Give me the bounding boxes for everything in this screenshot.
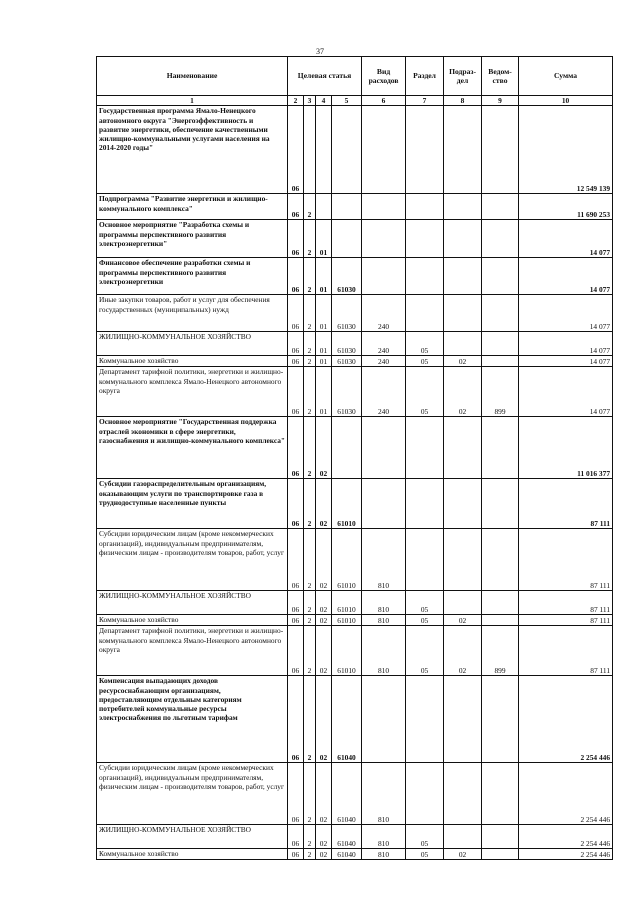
table-row [97,849,613,860]
row-name: ЖИЛИЩНО-КОММУНАЛЬНОЕ ХОЗЯЙСТВО [97,825,288,849]
row-section: 05 [406,332,444,356]
header-name: Наименование [97,57,288,96]
row-program-code: 06 [288,615,304,626]
row-expense-type: 240 [362,295,406,332]
column-number: 10 [519,96,613,106]
row-department [482,356,519,367]
header-subsection: Подраз-дел [444,57,482,96]
table-row [97,194,613,220]
row-subsection [444,220,482,258]
row-subsection [444,825,482,849]
table-row [97,825,613,849]
row-expense-type: 810 [362,591,406,615]
row-activity-code: 02 [316,849,332,860]
row-name: Коммунальное хозяйство [97,849,288,860]
row-subprogram-code: 2 [304,763,316,825]
row-name: Субсидии юридическим лицам (кроме некоммерческих организаций), индивидуальным предпринимателям, физическим лицам - производителям товаров, работ, услуг [97,529,288,591]
row-activity-code: 01 [316,295,332,332]
table-row [97,591,613,615]
row-activity-code: 02 [316,479,332,529]
row-subprogram-code: 2 [304,849,316,860]
row-program-code: 06 [288,763,304,825]
column-number: 4 [316,96,332,106]
row-subprogram-code: 2 [304,615,316,626]
row-direction-code [332,194,362,220]
row-activity-code: 01 [316,367,332,417]
row-subsection: 02 [444,367,482,417]
page-number: 37 [316,47,324,56]
row-subprogram-code: 2 [304,529,316,591]
row-direction-code: 61010 [332,591,362,615]
row-expense-type: 810 [362,763,406,825]
header-expense-type: Вид расходов [362,57,406,96]
row-amount: 2 254 446 [519,763,613,825]
row-amount: 87 111 [519,591,613,615]
row-department: 899 [482,626,519,676]
row-activity-code [316,106,332,194]
row-program-code: 06 [288,849,304,860]
row-department [482,591,519,615]
row-subprogram-code: 2 [304,356,316,367]
row-direction-code [332,417,362,479]
table-row [97,220,613,258]
row-activity-code: 01 [316,258,332,295]
table-row [97,676,613,763]
row-name: Иные закупки товаров, работ и услуг для обеспечения государственных (муниципальных) нужд [97,295,288,332]
row-program-code: 06 [288,220,304,258]
row-program-code: 06 [288,479,304,529]
row-activity-code: 02 [316,615,332,626]
row-subsection [444,332,482,356]
row-subsection [444,676,482,763]
row-activity-code: 02 [316,417,332,479]
row-expense-type [362,220,406,258]
row-amount: 14 077 [519,332,613,356]
row-department [482,479,519,529]
row-activity-code: 02 [316,676,332,763]
row-section: 05 [406,615,444,626]
row-expense-type: 810 [362,529,406,591]
row-name: Субсидии юридическим лицам (кроме некоммерческих организаций), индивидуальным предпринимателям, физическим лицам - производителям товаров, работ, услуг [97,763,288,825]
column-number: 2 [288,96,304,106]
row-amount: 14 077 [519,295,613,332]
row-subprogram-code: 2 [304,825,316,849]
row-subsection [444,591,482,615]
table-row [97,258,613,295]
row-section: 05 [406,626,444,676]
row-direction-code: 61040 [332,849,362,860]
row-program-code: 06 [288,529,304,591]
row-name: Финансовое обеспечение разработки схемы и программы перспективного развития электроэнергетики [97,258,288,295]
row-expense-type: 810 [362,615,406,626]
row-subsection [444,295,482,332]
row-expense-type [362,194,406,220]
row-department [482,417,519,479]
row-expense-type [362,106,406,194]
row-expense-type: 240 [362,356,406,367]
row-direction-code: 61040 [332,676,362,763]
row-program-code: 06 [288,676,304,763]
row-subprogram-code: 2 [304,332,316,356]
row-name: ЖИЛИЩНО-КОММУНАЛЬНОЕ ХОЗЯЙСТВО [97,591,288,615]
row-amount: 11 690 253 [519,194,613,220]
column-number: 6 [362,96,406,106]
row-subsection [444,258,482,295]
row-amount: 87 111 [519,626,613,676]
header-amount: Сумма [519,57,613,96]
row-name: Департамент тарифной политики, энергетики и жилищно-коммунального комплекса Ямало-Ненецкого автономного округа [97,367,288,417]
row-section [406,763,444,825]
column-number: 8 [444,96,482,106]
row-amount: 11 016 377 [519,417,613,479]
row-name: Коммунальное хозяйство [97,356,288,367]
row-amount: 87 111 [519,479,613,529]
table-row [97,626,613,676]
row-section [406,220,444,258]
row-subprogram-code: 2 [304,194,316,220]
table-row [97,106,613,194]
header-target-article: Целевая статья [288,57,362,96]
row-program-code: 06 [288,356,304,367]
row-subprogram-code: 2 [304,479,316,529]
table-row [97,295,613,332]
row-activity-code: 02 [316,529,332,591]
row-program-code: 06 [288,417,304,479]
row-section [406,676,444,763]
row-direction-code: 61030 [332,332,362,356]
table-row [97,417,613,479]
row-subsection [444,479,482,529]
row-direction-code: 61010 [332,615,362,626]
table-row [97,479,613,529]
row-subprogram-code [304,106,316,194]
column-number: 1 [97,96,288,106]
row-amount: 12 549 139 [519,106,613,194]
row-program-code: 06 [288,106,304,194]
table-row [97,332,613,356]
row-amount: 87 111 [519,615,613,626]
row-subprogram-code: 2 [304,676,316,763]
row-subprogram-code: 2 [304,367,316,417]
row-section: 05 [406,591,444,615]
row-activity-code: 01 [316,220,332,258]
row-amount: 2 254 446 [519,825,613,849]
table-row [97,615,613,626]
row-activity-code [316,194,332,220]
row-subsection: 02 [444,356,482,367]
row-department [482,529,519,591]
row-name: Государственная программа Ямало-Ненецкого автономного округа "Энергоэффективность и развитие энергетики, обеспечение качественными жилищно-коммунальными услугами населения на 2014-2020 годы" [97,106,288,194]
row-expense-type [362,258,406,295]
row-amount: 2 254 446 [519,849,613,860]
row-section [406,295,444,332]
column-number: 5 [332,96,362,106]
row-amount: 2 254 446 [519,676,613,763]
row-direction-code: 61030 [332,356,362,367]
header-department: Ведом-ство [482,57,519,96]
table-body [97,106,613,860]
row-direction-code [332,106,362,194]
row-subsection [444,417,482,479]
row-program-code: 06 [288,332,304,356]
row-program-code: 06 [288,591,304,615]
row-expense-type [362,676,406,763]
table-row [97,529,613,591]
row-expense-type [362,479,406,529]
row-expense-type [362,417,406,479]
row-direction-code: 61040 [332,763,362,825]
row-subsection [444,763,482,825]
row-amount: 87 111 [519,529,613,591]
row-department [482,106,519,194]
row-department: 899 [482,367,519,417]
row-expense-type: 810 [362,849,406,860]
row-section [406,417,444,479]
row-name: Коммунальное хозяйство [97,615,288,626]
row-subsection: 02 [444,626,482,676]
row-department [482,220,519,258]
row-direction-code: 61030 [332,258,362,295]
row-amount: 14 077 [519,258,613,295]
column-number: 9 [482,96,519,106]
row-subsection: 02 [444,615,482,626]
row-subsection [444,194,482,220]
table-header-row [97,57,613,96]
row-direction-code: 61010 [332,626,362,676]
row-subsection [444,529,482,591]
row-name: Основное мероприятие "Государственная поддержка отраслей экономики в сфере энергетики, газоснабжения и жилищно-коммунального комплекса" [97,417,288,479]
row-amount: 14 077 [519,356,613,367]
row-activity-code: 02 [316,763,332,825]
row-department [482,763,519,825]
column-number: 7 [406,96,444,106]
row-direction-code: 61030 [332,295,362,332]
row-section: 05 [406,849,444,860]
row-program-code: 06 [288,825,304,849]
row-direction-code: 61010 [332,479,362,529]
table-row [97,763,613,825]
row-department [482,332,519,356]
row-section: 05 [406,356,444,367]
row-department [482,194,519,220]
row-activity-code: 02 [316,591,332,615]
row-department [482,615,519,626]
row-subprogram-code: 2 [304,295,316,332]
row-subprogram-code: 2 [304,220,316,258]
row-name: Департамент тарифной политики, энергетики и жилищно-коммунального комплекса Ямало-Ненецкого автономного округа [97,626,288,676]
row-expense-type: 240 [362,367,406,417]
row-expense-type: 810 [362,825,406,849]
row-department [482,676,519,763]
row-department [482,849,519,860]
row-expense-type: 240 [362,332,406,356]
row-amount: 14 077 [519,220,613,258]
row-activity-code: 01 [316,332,332,356]
row-direction-code: 61030 [332,367,362,417]
row-program-code: 06 [288,295,304,332]
column-number-row [97,96,613,106]
row-amount: 14 077 [519,367,613,417]
row-subsection [444,106,482,194]
row-subprogram-code: 2 [304,258,316,295]
row-section [406,106,444,194]
row-name: Субсидии газораспределительным организациям, оказывающим услуги по транспортировке газа в труднодоступные населенные пункты [97,479,288,529]
row-name: Компенсация выпадающих доходов ресурсоснабжающим организациям, предоставляющим отдельным категориям потребителей коммунальные ресурсы электроснабжения по льготным тарифам [97,676,288,763]
row-department [482,825,519,849]
column-number: 3 [304,96,316,106]
row-program-code: 06 [288,258,304,295]
row-department [482,295,519,332]
row-activity-code: 02 [316,825,332,849]
row-subprogram-code: 2 [304,591,316,615]
row-subsection: 02 [444,849,482,860]
row-direction-code: 61010 [332,529,362,591]
row-activity-code: 02 [316,626,332,676]
row-subprogram-code: 2 [304,626,316,676]
row-program-code: 06 [288,626,304,676]
table-row [97,356,613,367]
row-section [406,529,444,591]
row-section [406,194,444,220]
row-subprogram-code: 2 [304,417,316,479]
row-activity-code: 01 [316,356,332,367]
row-section [406,258,444,295]
row-name: ЖИЛИЩНО-КОММУНАЛЬНОЕ ХОЗЯЙСТВО [97,332,288,356]
row-section: 05 [406,367,444,417]
row-program-code: 06 [288,367,304,417]
row-section [406,479,444,529]
budget-table [96,56,613,860]
row-expense-type: 810 [362,626,406,676]
row-direction-code: 61040 [332,825,362,849]
row-name: Основное мероприятие "Разработка схемы и программы перспективного развития электроэнергетики" [97,220,288,258]
header-section: Раздел [406,57,444,96]
row-program-code: 06 [288,194,304,220]
row-name: Подпрограмма "Развитие энергетики и жилищно-коммунального комплекса" [97,194,288,220]
row-direction-code [332,220,362,258]
row-section: 05 [406,825,444,849]
table-row [97,367,613,417]
row-department [482,258,519,295]
